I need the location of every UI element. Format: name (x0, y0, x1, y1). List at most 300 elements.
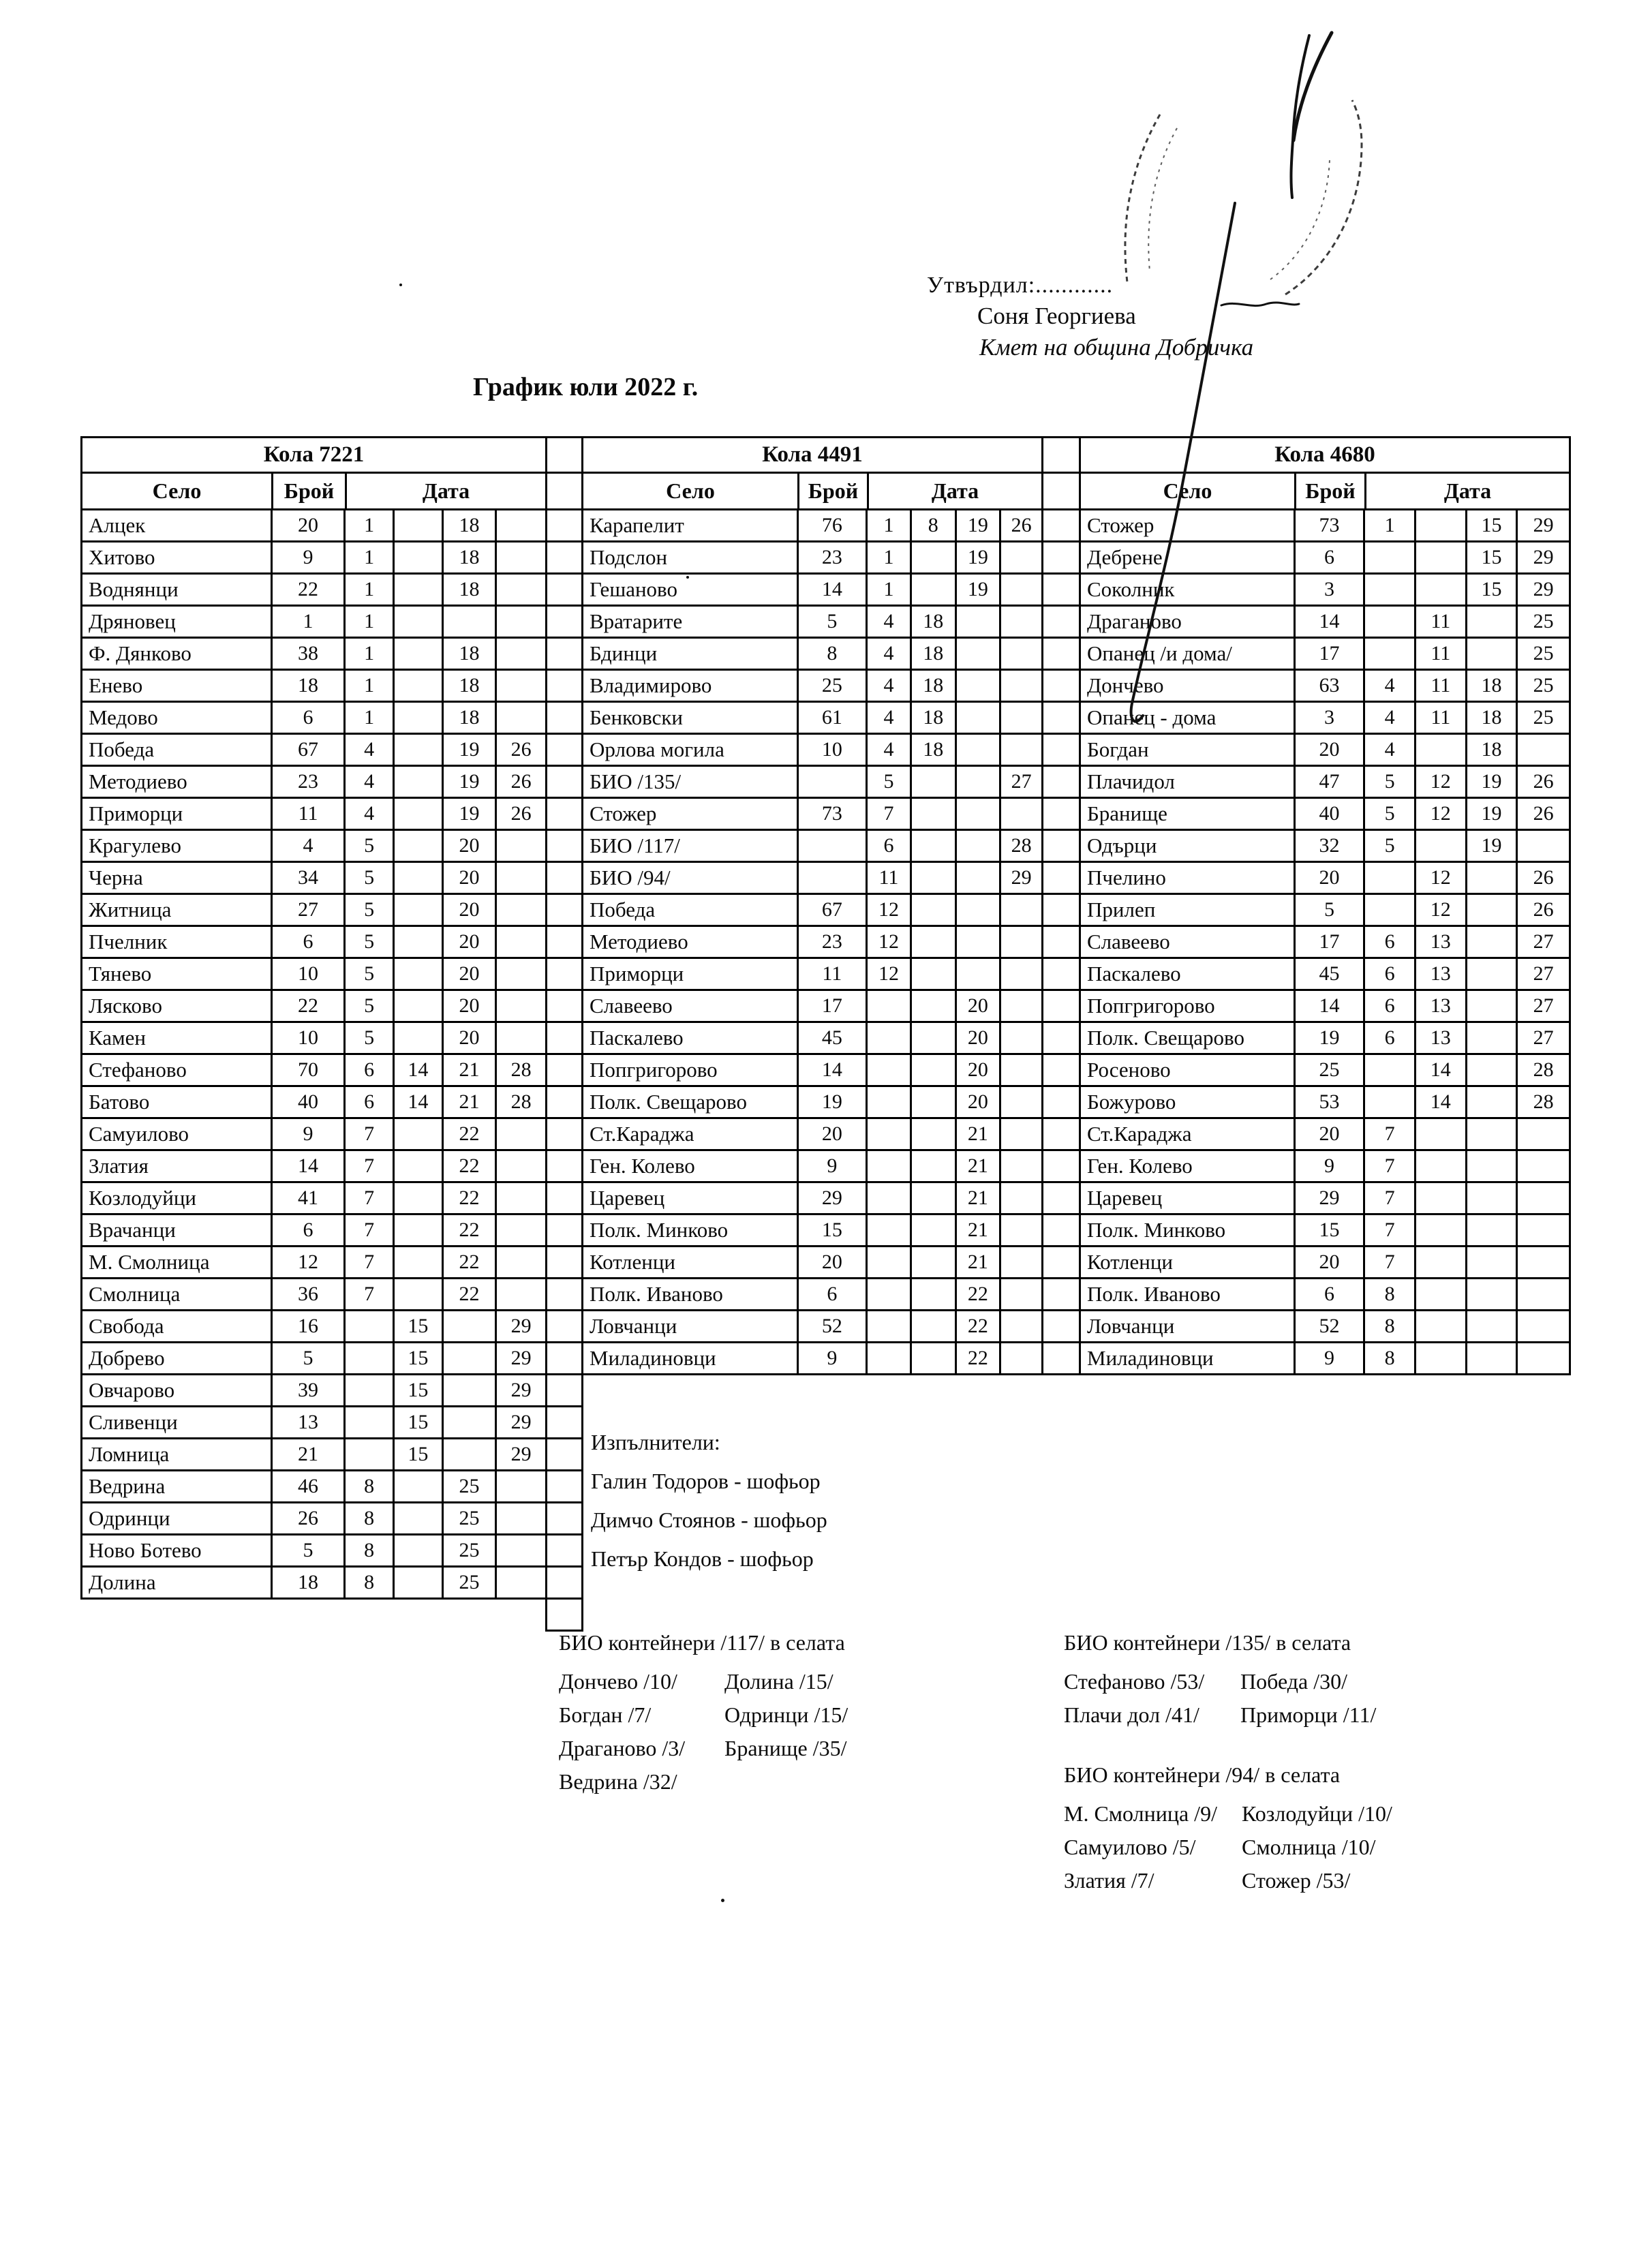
table-row (1081, 1311, 1569, 1343)
date-cell (1001, 1183, 1041, 1213)
count-cell: 17 (1296, 927, 1366, 957)
date-cell (912, 863, 957, 893)
date-cell: 22 (957, 1279, 1002, 1309)
date-cell: 12 (1416, 767, 1467, 797)
bio-village-right: Приморци /11/ (1240, 1702, 1377, 1727)
table-row (82, 1503, 545, 1535)
table-column-header (583, 474, 1041, 510)
empty-cell (547, 1183, 581, 1215)
count-cell: 20 (1296, 1119, 1366, 1149)
date-cell: 18 (912, 607, 957, 637)
date-cell (1416, 575, 1467, 605)
count-cell (799, 831, 868, 861)
count-cell: 73 (799, 799, 868, 829)
date-cell: 20 (444, 831, 498, 861)
date-cell: 7 (868, 799, 912, 829)
date-cell (957, 735, 1002, 765)
date-cell: 26 (1533, 898, 1554, 921)
table-row (82, 1279, 545, 1311)
date-cell: 15 (1467, 542, 1518, 572)
village-cell: Ген. Колево (1081, 1151, 1296, 1181)
bio-row (559, 1665, 848, 1698)
date-cell (497, 1183, 545, 1213)
date-cell: 1 (346, 542, 395, 572)
village-cell: Прилеп (1081, 895, 1296, 925)
date-cell (395, 1215, 444, 1245)
empty-cell (1043, 1247, 1079, 1279)
village-cell: Стожер (583, 799, 799, 829)
schedule-table-car-4680 (1079, 436, 1571, 1375)
date-cell (912, 1215, 957, 1245)
count-cell: 52 (1296, 1311, 1366, 1341)
empty-cell (1043, 671, 1079, 703)
date-cell (868, 1215, 912, 1245)
date-cell (346, 1343, 395, 1373)
empty-cell (547, 1055, 581, 1087)
date-cell (868, 1247, 912, 1277)
date-cell (444, 1439, 498, 1469)
empty-cell (547, 863, 581, 895)
date-cell: 25 (444, 1471, 498, 1501)
table-row (82, 1311, 545, 1343)
village-cell: Паскалево (1081, 959, 1296, 989)
table-row (1081, 767, 1569, 799)
date-cell: 20 (957, 991, 1002, 1021)
empty-cell (547, 735, 581, 767)
date-cell: 18 (1467, 735, 1518, 765)
village-cell: Полк. Свещарово (583, 1087, 799, 1117)
count-cell: 18 (273, 671, 346, 701)
date-cell: 1 (346, 510, 395, 540)
date-cell (868, 1343, 912, 1373)
empty-cell (1043, 474, 1079, 510)
date-cell: 15 (395, 1439, 444, 1469)
date-cell (1001, 1311, 1041, 1341)
count-cell: 13 (273, 1407, 346, 1437)
table-row (1081, 510, 1569, 542)
date-cell: 8 (912, 510, 957, 540)
date-cell: 27 (1533, 962, 1554, 985)
village-cell: Полк. Иваново (1081, 1279, 1296, 1309)
date-cell (395, 991, 444, 1021)
date-cell: 1 (346, 703, 395, 733)
date-cell (395, 575, 444, 605)
table-row (583, 575, 1041, 607)
bio-row (1064, 1864, 1392, 1897)
date-cell: 4 (868, 735, 912, 765)
date-cell: 5 (346, 927, 395, 957)
date-cell: 15 (395, 1343, 444, 1373)
table-row (583, 1215, 1041, 1247)
count-cell: 20 (1296, 863, 1366, 893)
empty-cell (547, 831, 581, 863)
date-cell: 21 (444, 1087, 498, 1117)
count-cell: 67 (273, 735, 346, 765)
date-cell (395, 1471, 444, 1501)
date-cell (497, 703, 545, 733)
date-cell (868, 1151, 912, 1181)
date-cell (1365, 1087, 1416, 1117)
date-cell (1001, 1247, 1041, 1277)
date-cell (1416, 735, 1467, 765)
table-row (583, 671, 1041, 703)
empty-cell (547, 799, 581, 831)
column-header-village: Село (82, 474, 273, 508)
count-cell: 4 (273, 831, 346, 861)
date-cell (1365, 863, 1416, 893)
date-cell: 1 (346, 607, 395, 637)
date-cell: 19 (957, 510, 1002, 540)
village-cell: Соколник (1081, 575, 1296, 605)
date-cell: 20 (957, 1087, 1002, 1117)
village-cell: Енево (82, 671, 273, 701)
bio-village-right: Бранище /35/ (724, 1736, 847, 1760)
count-cell: 3 (1296, 703, 1366, 733)
date-cell: 25 (1533, 706, 1554, 729)
table-row (1081, 799, 1569, 831)
date-cell: 15 (395, 1311, 444, 1341)
date-cell: 5 (346, 1023, 395, 1053)
count-cell: 26 (273, 1503, 346, 1533)
date-cell (1365, 895, 1416, 925)
date-cell: 4 (868, 639, 912, 669)
date-cell: 29 (510, 1315, 532, 1337)
date-cell (1001, 1023, 1041, 1053)
bio-containers-94-block (1064, 1762, 1392, 1897)
table-row (82, 575, 545, 607)
village-cell: Житница (82, 895, 273, 925)
stamp-arc-right-icon (1285, 100, 1362, 294)
date-cell: 14 (1416, 1055, 1467, 1085)
stamp-arc-right-inner-icon (1270, 159, 1330, 279)
table-row (583, 831, 1041, 863)
empty-cell (547, 1215, 581, 1247)
table-row (583, 895, 1041, 927)
date-cell: 5 (1365, 799, 1416, 829)
village-cell: Добрево (82, 1343, 273, 1373)
bio-containers-135-block (1064, 1630, 1376, 1732)
village-cell: Стефаново (82, 1055, 273, 1085)
date-cell (912, 799, 957, 829)
date-cell (395, 767, 444, 797)
table-row (82, 831, 545, 863)
count-cell: 52 (799, 1311, 868, 1341)
table-row (1081, 959, 1569, 991)
date-cell (1467, 607, 1518, 637)
date-cell (1467, 1311, 1518, 1341)
table-row (1081, 831, 1569, 863)
count-cell: 20 (1296, 1247, 1366, 1277)
date-cell (1416, 542, 1467, 572)
bio-village-right: Победа /30/ (1240, 1669, 1348, 1694)
date-cell: 8 (1365, 1343, 1416, 1373)
column-header-count: Брой (273, 474, 347, 508)
date-cell: 11 (1416, 639, 1467, 669)
date-cell (1365, 542, 1416, 572)
empty-cell (547, 1503, 581, 1535)
village-cell: Опанец /и дома/ (1081, 639, 1296, 669)
table-row (82, 1023, 545, 1055)
table-row (1081, 542, 1569, 575)
count-cell: 15 (799, 1215, 868, 1245)
date-cell: 1 (868, 510, 912, 540)
date-cell (912, 927, 957, 957)
date-cell: 8 (346, 1568, 395, 1598)
date-cell: 20 (957, 1055, 1002, 1085)
date-cell (1416, 1151, 1467, 1181)
count-cell: 6 (273, 703, 346, 733)
date-cell (912, 1119, 957, 1149)
date-cell: 22 (957, 1343, 1002, 1373)
date-cell: 20 (444, 1023, 498, 1053)
column-header-date: Дата (422, 478, 470, 503)
date-cell (912, 959, 957, 989)
empty-cell (1043, 1119, 1079, 1151)
date-cell: 6 (1365, 927, 1416, 957)
table-row (583, 991, 1041, 1023)
count-cell: 40 (1296, 799, 1366, 829)
table-row (82, 1407, 545, 1439)
table-row (1081, 895, 1569, 927)
village-cell: БИО /117/ (583, 831, 799, 861)
date-cell: 15 (1467, 510, 1518, 540)
date-cell (1467, 1183, 1518, 1213)
date-cell (346, 1407, 395, 1437)
date-cell (957, 959, 1002, 989)
table-row (82, 735, 545, 767)
date-cell: 7 (1365, 1183, 1416, 1213)
date-cell: 4 (1365, 703, 1416, 733)
empty-cell (547, 1471, 581, 1503)
village-cell: Ген. Колево (583, 1151, 799, 1181)
date-cell: 6 (346, 1087, 395, 1117)
date-cell (912, 1279, 957, 1309)
count-cell: 12 (273, 1247, 346, 1277)
date-cell (868, 1279, 912, 1309)
table-row (1081, 575, 1569, 607)
date-cell: 21 (957, 1247, 1002, 1277)
date-cell (395, 671, 444, 701)
date-cell (912, 542, 957, 572)
date-cell (395, 1023, 444, 1053)
date-cell (497, 1215, 545, 1245)
empty-cell (547, 1247, 581, 1279)
empty-cell (547, 542, 581, 575)
date-cell: 20 (957, 1023, 1002, 1053)
date-cell (497, 510, 545, 540)
date-cell: 22 (444, 1183, 498, 1213)
empty-cell (547, 703, 581, 735)
date-cell: 26 (1533, 802, 1554, 825)
date-cell (1467, 863, 1518, 893)
date-cell: 19 (1467, 767, 1518, 797)
empty-cell (547, 1568, 581, 1600)
count-cell: 32 (1296, 831, 1366, 861)
empty-cell (1043, 438, 1079, 474)
table-row (82, 542, 545, 575)
table-row (82, 863, 545, 895)
table-row (583, 639, 1041, 671)
village-cell: Бранище (1081, 799, 1296, 829)
date-cell (957, 831, 1002, 861)
village-cell: Ловчанци (583, 1311, 799, 1341)
column-header-date: Дата (931, 478, 979, 503)
date-cell: 7 (1365, 1247, 1416, 1277)
date-cell (1467, 1087, 1518, 1117)
column-header-village: Село (1081, 474, 1296, 508)
date-cell (1001, 959, 1041, 989)
date-cell: 26 (1533, 770, 1554, 793)
date-cell (444, 607, 498, 637)
village-cell: Самуилово (82, 1119, 273, 1149)
empty-cell (547, 607, 581, 639)
count-cell: 20 (273, 510, 346, 540)
date-cell: 21 (957, 1119, 1002, 1149)
count-cell: 6 (273, 927, 346, 957)
date-cell (1467, 991, 1518, 1021)
table-row (583, 1055, 1041, 1087)
date-cell (957, 703, 1002, 733)
date-cell: 22 (444, 1215, 498, 1245)
village-cell: Божурово (1081, 1087, 1296, 1117)
empty-cell (547, 1439, 581, 1471)
village-cell: Медово (82, 703, 273, 733)
date-cell: 26 (510, 770, 532, 793)
count-cell: 15 (1296, 1215, 1366, 1245)
date-cell: 21 (957, 1183, 1002, 1213)
table-row (82, 1375, 545, 1407)
village-cell: Полк. Свещарово (1081, 1023, 1296, 1053)
scan-artifact-dot (399, 284, 402, 286)
date-cell: 18 (912, 703, 957, 733)
date-cell (395, 1119, 444, 1149)
date-cell (444, 1343, 498, 1373)
empty-grid-column (1041, 436, 1081, 1375)
date-cell (395, 1151, 444, 1181)
date-cell (1518, 1151, 1569, 1181)
village-cell: Одърци (1081, 831, 1296, 861)
date-cell (1001, 927, 1041, 957)
date-cell: 29 (510, 1411, 532, 1433)
date-cell (1467, 1151, 1518, 1181)
date-cell (1416, 831, 1467, 861)
table-row (1081, 1023, 1569, 1055)
bio-row (1064, 1797, 1392, 1831)
count-cell: 5 (273, 1535, 346, 1565)
empty-cell (547, 1600, 581, 1630)
table-row (82, 703, 545, 735)
date-cell (497, 639, 545, 669)
date-cell (1365, 607, 1416, 637)
schedule-table-car-4491 (581, 436, 1043, 1375)
date-cell: 19 (444, 799, 498, 829)
date-cell: 21 (444, 1055, 498, 1085)
count-cell: 34 (273, 863, 346, 893)
empty-cell (1043, 1183, 1079, 1215)
table-row (82, 1471, 545, 1503)
date-cell: 11 (868, 863, 912, 893)
date-cell: 7 (1365, 1215, 1416, 1245)
date-cell: 4 (868, 607, 912, 637)
date-cell: 18 (1467, 671, 1518, 701)
table-row (1081, 1279, 1569, 1311)
table-row (82, 799, 545, 831)
date-cell (1518, 735, 1569, 765)
date-cell (868, 1055, 912, 1085)
date-cell (346, 1311, 395, 1341)
date-cell (912, 1023, 957, 1053)
empty-cell (1043, 799, 1079, 831)
empty-cell (1043, 895, 1079, 927)
count-cell: 10 (273, 1023, 346, 1053)
table-row (583, 1119, 1041, 1151)
table-row (1081, 1247, 1569, 1279)
village-cell: Богдан (1081, 735, 1296, 765)
count-cell: 6 (1296, 1279, 1366, 1309)
table-row (82, 607, 545, 639)
date-cell (1001, 1151, 1041, 1181)
table-title: Кола 4680 (1081, 438, 1569, 474)
village-cell: Козлодуйци (82, 1183, 273, 1213)
date-cell (912, 1311, 957, 1341)
count-cell: 9 (1296, 1151, 1366, 1181)
bio-village-left: Стефаново /53/ (1064, 1669, 1205, 1694)
date-cell (1518, 1119, 1569, 1149)
table-row (82, 510, 545, 542)
bio-village-left: Богдан /7/ (559, 1702, 652, 1727)
date-cell (497, 1471, 545, 1501)
empty-cell (547, 438, 581, 474)
count-cell: 5 (799, 607, 868, 637)
table-row (583, 1279, 1041, 1311)
date-cell: 13 (1416, 959, 1467, 989)
village-cell: Вратарите (583, 607, 799, 637)
date-cell: 21 (957, 1215, 1002, 1245)
date-cell (957, 927, 1002, 957)
count-cell: 11 (273, 799, 346, 829)
date-cell: 22 (444, 1151, 498, 1181)
count-cell: 14 (1296, 607, 1366, 637)
date-cell (1467, 1343, 1518, 1373)
date-cell: 22 (444, 1247, 498, 1277)
date-cell: 8 (346, 1535, 395, 1565)
village-cell: Тянево (82, 959, 273, 989)
empty-cell (547, 1279, 581, 1311)
table-row (583, 735, 1041, 767)
village-cell: Царевец (583, 1183, 799, 1213)
empty-cell (1043, 607, 1079, 639)
date-cell (395, 639, 444, 669)
table-row (82, 671, 545, 703)
table-row (82, 927, 545, 959)
date-cell (1416, 1311, 1467, 1341)
date-cell: 12 (868, 895, 912, 925)
date-cell: 25 (444, 1503, 498, 1533)
date-cell (1467, 895, 1518, 925)
count-cell: 63 (1296, 671, 1366, 701)
village-cell: Котленци (583, 1247, 799, 1277)
count-cell: 23 (799, 542, 868, 572)
date-cell: 8 (1365, 1311, 1416, 1341)
count-cell: 38 (273, 639, 346, 669)
empty-cell (1043, 1151, 1079, 1183)
date-cell (912, 1343, 957, 1373)
date-cell (912, 1055, 957, 1085)
table-row (82, 767, 545, 799)
village-cell: Ловчанци (1081, 1311, 1296, 1341)
empty-cell (1043, 927, 1079, 959)
village-cell: Приморци (82, 799, 273, 829)
